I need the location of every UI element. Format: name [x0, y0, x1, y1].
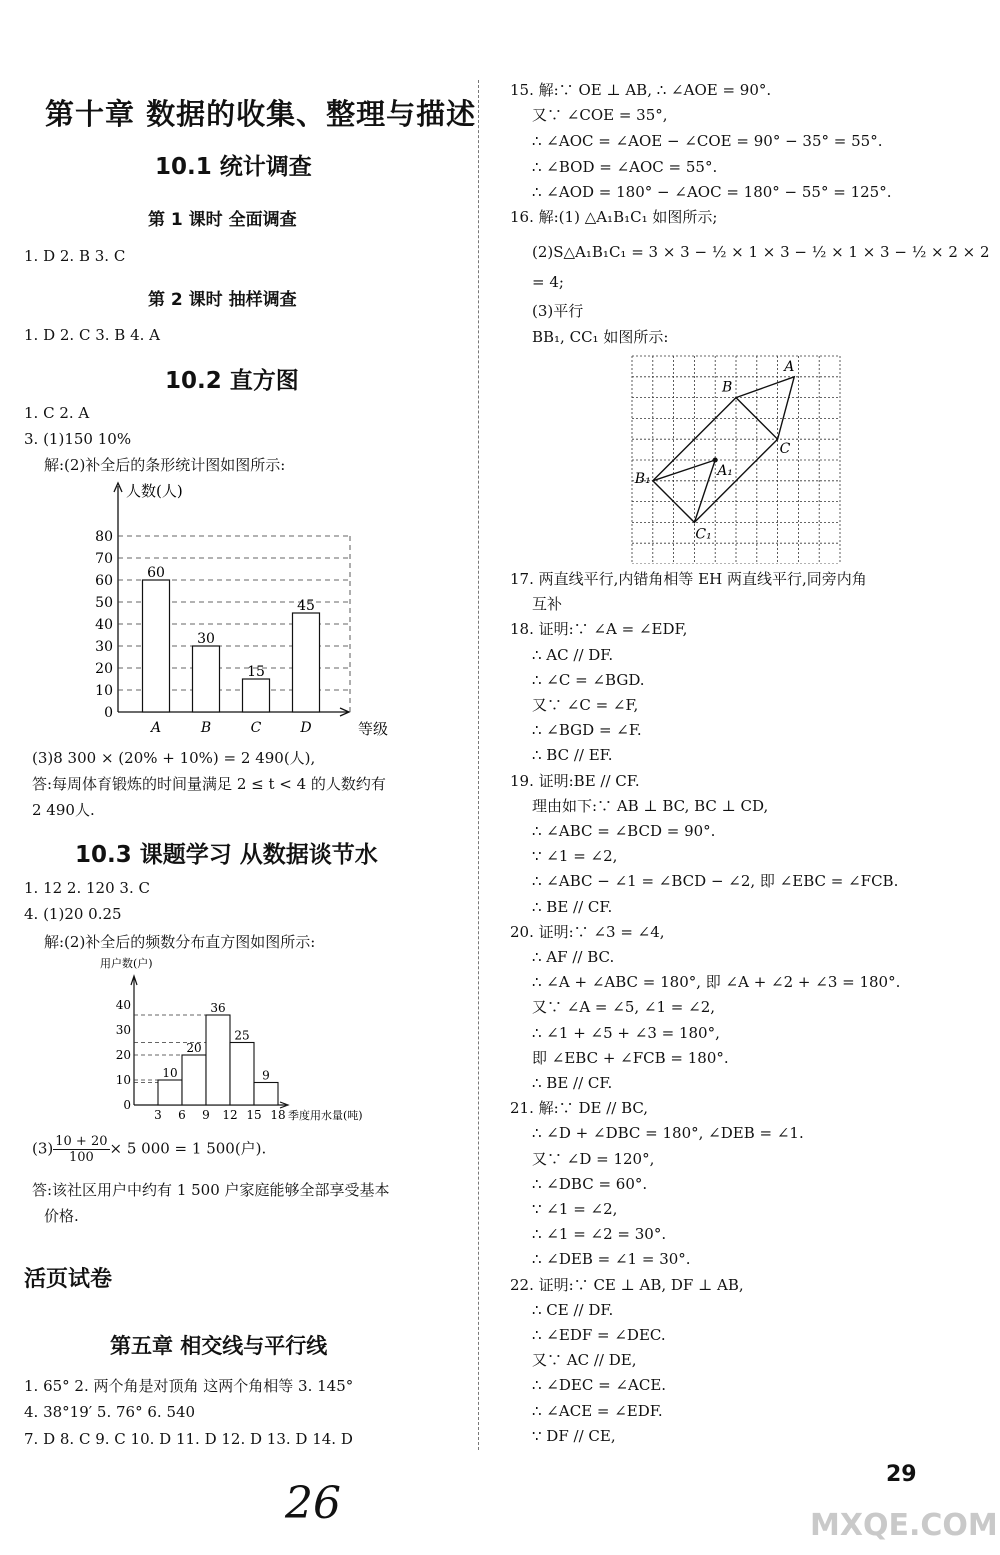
data-label: 25 [234, 1028, 250, 1043]
lesson-2-answers: 1. D 2. C 3. B 4. A [24, 326, 160, 344]
bar-chart [60, 478, 410, 746]
histogram-bar [230, 1043, 254, 1106]
text-line: ∴ ∠BOD = ∠AOC = 55°. [532, 158, 718, 176]
text-line: 1. C 2. A [24, 404, 90, 422]
huoye-title: 活页试卷 [24, 1267, 113, 1292]
text-line: ∴ BE // CF. [532, 897, 613, 916]
lesson-1-title: 第 1 课时 全面调查 [148, 210, 297, 230]
data-label: 9 [262, 1068, 270, 1083]
text-line: 答:该社区用户中约有 1 500 户家庭能够全部享受基本 [32, 1181, 390, 1199]
histogram [90, 955, 380, 1123]
triangle-a1b1c1 [653, 460, 715, 522]
data-label: 20 [186, 1041, 202, 1055]
lesson-2-title: 第 2 课时 抽样调查 [148, 290, 297, 310]
text-line: (3) $\frac{10 + 20}{100}$ × 5 000 = 1 500(户). [32, 1134, 267, 1165]
text-line: ∵ DF // CE, [532, 1426, 616, 1445]
section-10-3-title: 10.3 课题学习 从数据谈节水 [75, 842, 378, 868]
point-label: C₁ [695, 526, 712, 543]
bar [243, 679, 270, 712]
text-line: 15. 解:∵ OE ⊥ AB, ∴ ∠AOE = 90°. [510, 81, 772, 99]
text-line: 3. (1)150 10% [24, 430, 132, 448]
point-label: A [784, 358, 795, 375]
y-tick-label: 30 [115, 1023, 131, 1037]
x-tick-label: 6 [178, 1108, 186, 1122]
x-tick-label: C [250, 720, 262, 736]
text-line: 4. 38°19′ 5. 76° 6. 540 [24, 1403, 196, 1421]
text-line: ∴ ∠AOD = 180° − ∠AOC = 180° − 55° = 125°. [532, 183, 892, 201]
text-line: 又∵ ∠D = 120°, [532, 1149, 655, 1168]
text-line: 解:(2)补全后的频数分布直方图如图所示: [44, 933, 316, 951]
data-label: 15 [247, 664, 265, 680]
histogram-bar [182, 1055, 206, 1105]
point-label: B [722, 379, 733, 396]
text-line: ∴ ∠DBC = 60°. [532, 1174, 648, 1193]
text-line: 2 490人. [32, 801, 95, 819]
text-line: ∴ ∠ACE = ∠EDF. [532, 1401, 663, 1420]
text-line: 又∵ AC // DE, [532, 1351, 637, 1370]
point-label: C [779, 441, 791, 458]
bar [143, 580, 170, 712]
text-line: 7. D 8. C 9. C 10. D 11. D 12. D 13. D 14. D [24, 1430, 353, 1448]
grid-figure [628, 352, 846, 564]
x-tick-label: B [200, 720, 212, 736]
y-tick-label: 40 [115, 998, 131, 1012]
text-line: ∴ ∠1 = ∠2 = 30°. [532, 1225, 667, 1244]
text-line: 4. (1)20 0.25 [24, 905, 122, 923]
y-tick-label: 80 [95, 529, 113, 545]
histogram-bar [254, 1083, 278, 1106]
text-line: ∴ ∠1 + ∠5 + ∠3 = 180°, [532, 1023, 720, 1042]
text-line: ∴ ∠D + ∠DBC = 180°, ∠DEB = ∠1. [532, 1124, 804, 1143]
section-10-2-title: 10.2 直方图 [165, 368, 299, 394]
y-tick-label: 70 [95, 551, 113, 567]
point-a1 [713, 458, 718, 463]
text-line: ∴ ∠EDF = ∠DEC. [532, 1326, 666, 1344]
text-line: ∴ ∠ABC − ∠1 = ∠BCD − ∠2, 即 ∠EBC = ∠FCB. [532, 872, 899, 891]
data-label: 30 [197, 631, 215, 647]
x-tick-label: 18 [270, 1108, 286, 1122]
y-tick-label: 10 [95, 683, 113, 699]
text-line: 解:(2)补全后的条形统计图如图所示: [44, 456, 286, 474]
text-line: ∵ ∠1 = ∠2, [532, 1200, 618, 1218]
text-line: ∴ BC // EF. [532, 746, 613, 765]
text-line: 1. 12 2. 120 3. C [24, 879, 150, 897]
text-line: 又∵ ∠A = ∠5, ∠1 = ∠2, [532, 998, 716, 1017]
text-line: 即 ∠EBC + ∠FCB = 180°. [532, 1048, 729, 1067]
text-line: ∴ ∠A + ∠ABC = 180°, 即 ∠A + ∠2 + ∠3 = 180°. [532, 973, 901, 992]
data-label: 10 [162, 1066, 178, 1080]
x-tick-label: 9 [202, 1108, 210, 1122]
bar [293, 613, 320, 712]
section-10-1-title: 10.1 统计调查 [155, 154, 312, 180]
text-line: 17. 两直线平行,内错角相等 EH 两直线平行,同旁内角 [510, 570, 867, 588]
text-line: ∴ CE // DF. [532, 1300, 614, 1319]
point-label: A₁ [717, 463, 733, 479]
text-line: 22. 证明:∵ CE ⊥ AB, DF ⊥ AB, [510, 1275, 744, 1294]
text-line: ∴ ∠C = ∠BGD. [532, 670, 645, 689]
text-line: 互补 [532, 595, 563, 614]
point-label: B₁ [634, 470, 651, 487]
text-line: ∴ ∠ABC = ∠BCD = 90°. [532, 822, 716, 840]
text-line: 21. 解:∵ DE // BC, [510, 1099, 649, 1118]
x-axis-label: 等级 [358, 720, 389, 738]
text-line: (3)8 300 × (20% + 10%) = 2 490(人), [32, 749, 316, 767]
histogram-bar [158, 1080, 182, 1105]
text-line: ∴ ∠DEC = ∠ACE. [532, 1376, 667, 1395]
y-tick-label: 40 [95, 617, 113, 633]
y-tick-label: 0 [123, 1098, 131, 1112]
text-line: 1. 65° 2. 两个角是对顶角 这两个角相等 3. 145° [24, 1377, 354, 1395]
x-axis-label: 季度用水量(吨) [288, 1109, 363, 1122]
x-tick-label: 3 [154, 1108, 162, 1122]
x-tick-label: A [150, 720, 162, 736]
text-line: 16. 解:(1) △A₁B₁C₁ 如图所示; [510, 208, 718, 226]
chapter-title: 第十章 数据的收集、整理与描述 [45, 97, 477, 131]
text-line: 又∵ ∠COE = 35°, [532, 106, 668, 124]
text-line: BB₁, CC₁ 如图所示: [532, 328, 669, 346]
text-line: 又∵ ∠C = ∠F, [532, 696, 639, 714]
chapter-5-title: 第五章 相交线与平行线 [110, 1334, 328, 1358]
bar [193, 646, 220, 712]
text-line: ∴ ∠DEB = ∠1 = 30°. [532, 1250, 691, 1269]
text-line: ∴ ∠BGD = ∠F. [532, 721, 642, 740]
text-line: 19. 证明:BE // CF. [510, 771, 640, 790]
text-line: 理由如下:∵ AB ⊥ BC, BC ⊥ CD, [532, 796, 769, 815]
text-line: 20. 证明:∵ ∠3 = ∠4, [510, 922, 665, 941]
text-line: 答:每周体育锻炼的时间量满足 2 ≤ t < 4 的人数约有 [32, 775, 386, 793]
y-axis-label: 人数(人) [126, 482, 183, 500]
text-line: (3)平行 [532, 302, 584, 320]
triangle-abc [736, 377, 794, 439]
lesson-1-answers: 1. D 2. B 3. C [24, 247, 126, 265]
text-line: ∴ AF // BC. [532, 948, 615, 966]
y-tick-label: 0 [104, 705, 113, 721]
text-line: ∴ AC // DF. [532, 645, 614, 664]
y-tick-label: 30 [95, 639, 113, 655]
text-line: ∴ BE // CF. [532, 1074, 613, 1092]
text-line: (2)S△A₁B₁C₁ = 3 × 3 − ½ × 1 × 3 − ½ × 1 × 3 − ½ × 2 × 2 [532, 243, 990, 261]
page-number: 29 [886, 1462, 917, 1487]
data-label: 45 [297, 598, 315, 614]
y-axis-label: 用户数(户) [100, 957, 153, 970]
y-tick-label: 20 [95, 661, 113, 677]
text-line: = 4; [532, 273, 564, 291]
x-tick-label: D [300, 720, 312, 736]
y-tick-label: 50 [95, 595, 113, 611]
histogram-bar [206, 1015, 230, 1105]
handwritten-note: 26 [285, 1478, 341, 1529]
data-label: 60 [147, 565, 165, 581]
x-tick-label: 12 [222, 1108, 238, 1122]
y-tick-label: 10 [115, 1073, 131, 1087]
y-tick-label: 20 [115, 1048, 131, 1062]
x-tick-label: 15 [246, 1108, 262, 1122]
text-line: 价格. [44, 1207, 79, 1225]
data-label: 36 [210, 1001, 226, 1015]
y-tick-label: 60 [95, 573, 113, 589]
watermark-text: MXQE.COM [810, 1508, 998, 1543]
text-line: ∵ ∠1 = ∠2, [532, 847, 618, 866]
text-line: 18. 证明:∵ ∠A = ∠EDF, [510, 620, 688, 639]
fraction: $\frac{10 + 20}{100}$ [55, 1134, 108, 1165]
text-line: ∴ ∠AOC = ∠AOE − ∠COE = 90° − 35° = 55°. [532, 132, 883, 150]
column-divider [478, 80, 479, 1450]
